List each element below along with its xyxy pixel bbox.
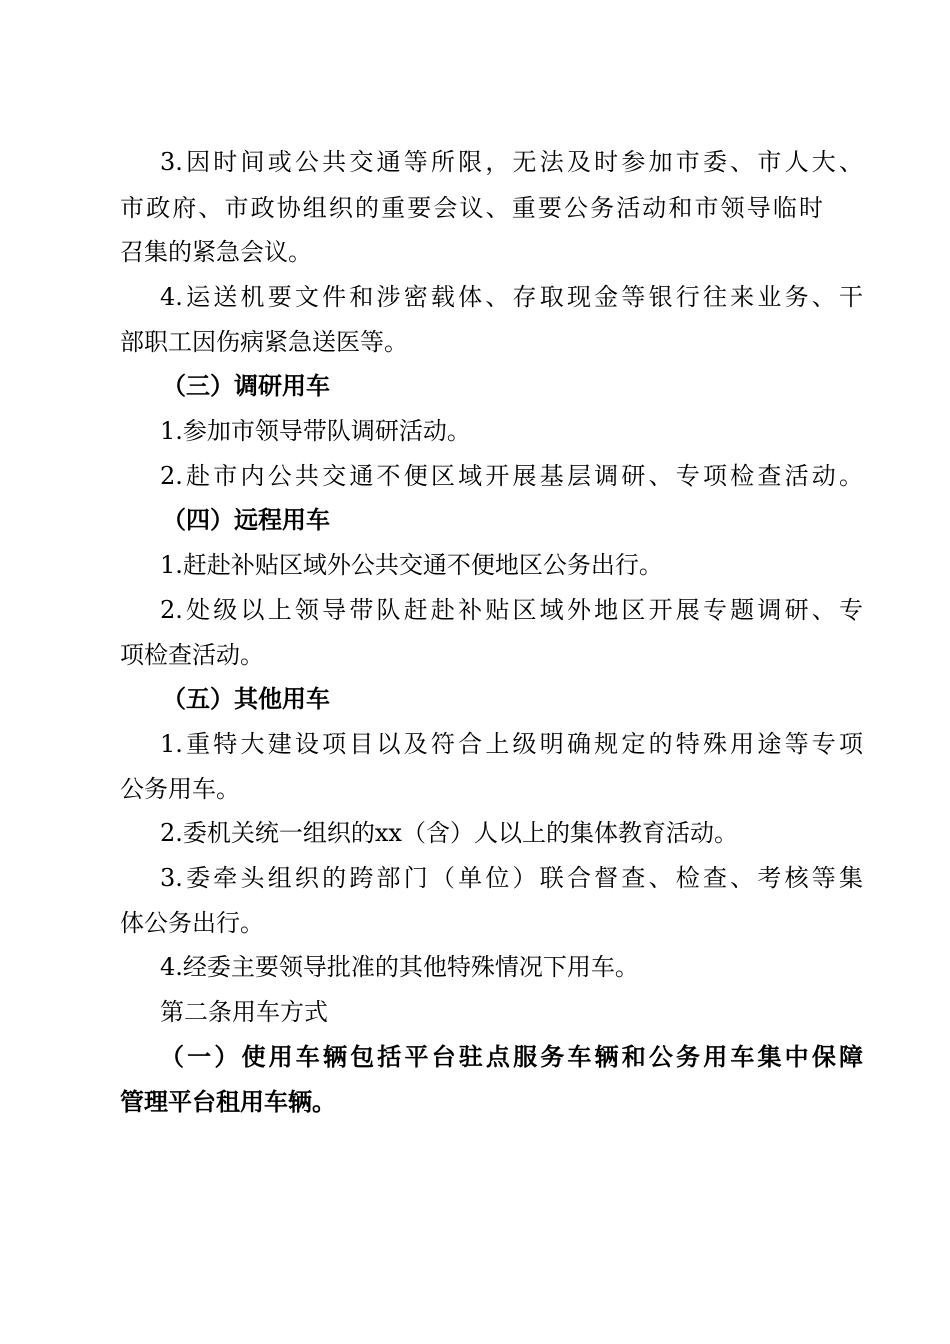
paragraph-4-line-2: 部职工因伤病紧急送医等。 [120, 328, 408, 356]
other-item-3-line-1: 3.委牵头组织的跨部门（单位）联合督查、检查、考核等集 [160, 864, 863, 892]
other-item-4: 4.经委主要领导批准的其他特殊情况下用车。 [160, 953, 639, 981]
usage-method-item-1-line-1: （一）使用车辆包括平台驻点服务车辆和公务用车集中保障 [160, 1043, 863, 1071]
long-distance-item-2-line-2: 项检查活动。 [120, 641, 264, 669]
other-item-3-line-2: 体公务出行。 [120, 909, 264, 937]
long-distance-item-2-line-1: 2.处级以上领导带队赶赴补贴区域外地区开展专题调研、专 [160, 596, 863, 624]
section-heading-long-distance: （四）远程用车 [162, 506, 330, 534]
paragraph-3-line-1: 3.因时间或公共交通等所限，无法及时参加市委、市人大、 [160, 148, 863, 176]
paragraph-4-line-1: 4.运送机要文件和涉密载体、存取现金等银行往来业务、干 [160, 283, 863, 311]
article-heading-usage-method: 第二条用车方式 [160, 998, 328, 1026]
long-distance-item-1: 1.赶赴补贴区域外公共交通不便地区公务出行。 [160, 551, 663, 579]
other-item-1-line-2: 公务用车。 [120, 775, 240, 803]
research-item-1: 1.参加市领导带队调研活动。 [160, 417, 471, 445]
paragraph-3-line-3: 召集的紧急会议。 [120, 238, 312, 266]
section-heading-other: （五）其他用车 [162, 685, 330, 713]
usage-method-item-1-line-2: 管理平台租用车辆。 [120, 1088, 336, 1116]
other-item-1-line-1: 1.重特大建设项目以及符合上级明确规定的特殊用途等专项 [160, 730, 863, 758]
other-item-2: 2.委机关统一组织的xx（含）人以上的集体教育活动。 [160, 819, 738, 847]
research-item-2: 2.赴市内公共交通不便区域开展基层调研、专项检查活动。 [160, 462, 863, 490]
paragraph-3-line-2: 市政府、市政协组织的重要会议、重要公务活动和市领导临时 [120, 194, 823, 222]
section-heading-research: （三）调研用车 [162, 372, 330, 400]
